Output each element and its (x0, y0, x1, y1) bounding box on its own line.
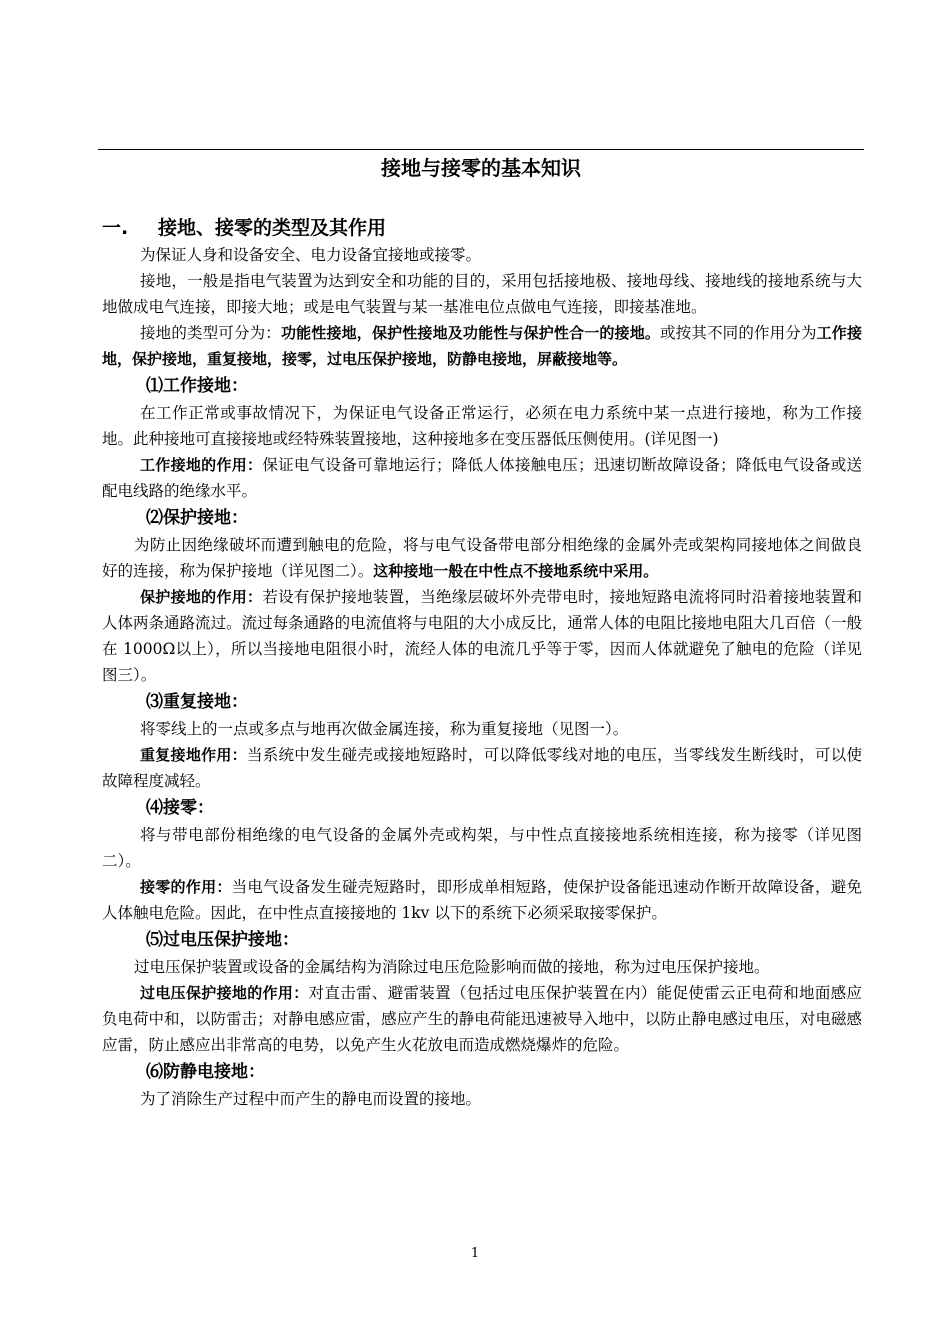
header-rule (98, 149, 864, 150)
antistatic-ground-text: 为了消除生产过程中而产生的静电而设置的接地。 (140, 1090, 482, 1108)
subheading-neutral-connection: ⑷接零： (146, 798, 214, 818)
role-label: 工作接地的作用： (140, 456, 263, 474)
working-ground-role (102, 452, 862, 504)
types-paragraph (102, 320, 862, 372)
section-title: 接地、接零的类型及其作用 (158, 217, 387, 239)
protective-text-a: 为防止因绝缘破坏而遭到触电的危险，将与电气设备带电部分相绝缘的金属外壳或架构同接地体之间做良好的连接，称为保护接地（详见图二）。 (102, 536, 862, 580)
protective-text-b: 这种接地一般在中性点不接地系统中采用。 (373, 562, 659, 580)
types-text-d: 工作接地，保护接地，重复接地，接零，过电压保护接地，防静电接地，屏蔽接地等。 (102, 324, 862, 368)
repeated-ground-text: 将零线上的一点或多点与地再次做金属连接，称为重复接地（见图一）。 (140, 720, 629, 738)
subheading-overvoltage-ground: ⑸过电压保护接地： (146, 930, 299, 950)
types-text-a: 接地的类型可分为： (140, 324, 281, 342)
section-heading (102, 214, 862, 242)
role-text: 若设有保护接地装置，当绝缘层破坏外壳带电时，接地短路电流将同时沿着接地装置和人体两条通路流过。流过每条通路的电流值将与电阻的大小成反比，通常人体的电阻比接地电阻大几百倍（一般在 1000Ω以上），所以当接地电阻很小时，流经人体的电流几乎等于零，因而人体就避免了触电的危险（详见图三）。 (102, 588, 862, 684)
protective-ground-role (102, 584, 862, 688)
overvoltage-ground-text: 过电压保护装置或设备的金属结构为消除过电压危险影响而做的接地，称为过电压保护接地。 (134, 958, 770, 976)
subheading-repeated-ground: ⑶重复接地： (146, 692, 248, 712)
neutral-connection-text: 将与带电部份相绝缘的电气设备的金属外壳或构架，与中性点直接接地系统相连接，称为接零（详见图二）。 (102, 826, 862, 870)
definition-paragraph: 接地，一般是指电气装置为达到安全和功能的目的，采用包括接地极、接地母线、接地线的接地系统与大地做成电气连接，即接大地；或是电气装置与某一基准电位点做电气连接，即接基准地。 (102, 272, 862, 316)
role-label: 接零的作用： (140, 878, 232, 896)
subheading-working-ground: ⑴工作接地： (146, 376, 248, 396)
types-text-c: 或按其不同的作用分为 (660, 324, 817, 342)
role-text: 保证电气设备可靠地运行；降低人体接触电压；迅速切断故障设备；降低电气设备或送配电线路的绝缘水平。 (102, 456, 862, 500)
types-text-b: 功能性接地，保护性接地及功能性与保护性合一的接地。 (280, 324, 661, 342)
neutral-connection-role (102, 874, 862, 926)
role-label: 重复接地作用： (140, 746, 247, 764)
protective-ground-text (102, 532, 862, 584)
role-text: 对直击雷、避雷装置（包括过电压保护装置在内）能促使雷云正电荷和地面感应负电荷中和，以防雷击；对静电感应雷，感应产生的静电荷能迅速被导入地中，以防止静电感过电压，对电磁感应雷，防止感应出非常高的电势，以免产生火花放电而造成燃烧爆炸的危险。 (102, 984, 862, 1054)
repeated-ground-role (102, 742, 862, 794)
role-label: 过电压保护接地的作用： (140, 984, 309, 1002)
section-number: 一. (102, 217, 129, 239)
role-label: 保护接地的作用： (140, 588, 263, 606)
role-text: 当电气设备发生碰壳短路时，即形成单相短路，使保护设备能迅速动作断开故障设备，避免人体触电危险。因此，在中性点直接接地的 1kv 以下的系统下必须采取接零保护。 (102, 878, 862, 922)
document-title: 接地与接零的基本知识 (381, 156, 581, 180)
intro-paragraph: 为保证人身和设备安全、电力设备宜接地或接零。 (140, 246, 482, 264)
subheading-antistatic-ground: ⑹防静电接地： (146, 1062, 265, 1082)
page-number: 1 (470, 1246, 480, 1261)
overvoltage-ground-role (102, 980, 862, 1058)
document-body (102, 214, 862, 1112)
working-ground-text: 在工作正常或事故情况下，为保证电气设备正常运行，必须在电力系统中某一点进行接地，称为工作接地。此种接地可直接接地或经特殊装置接地，这种接地多在变压器低压侧使用。(详见图一) (102, 404, 862, 448)
role-text: 当系统中发生碰壳或接地短路时，可以降低零线对地的电压，当零线发生断线时，可以使故障程度减轻。 (102, 746, 862, 790)
subheading-protective-ground: ⑵保护接地： (146, 508, 248, 528)
